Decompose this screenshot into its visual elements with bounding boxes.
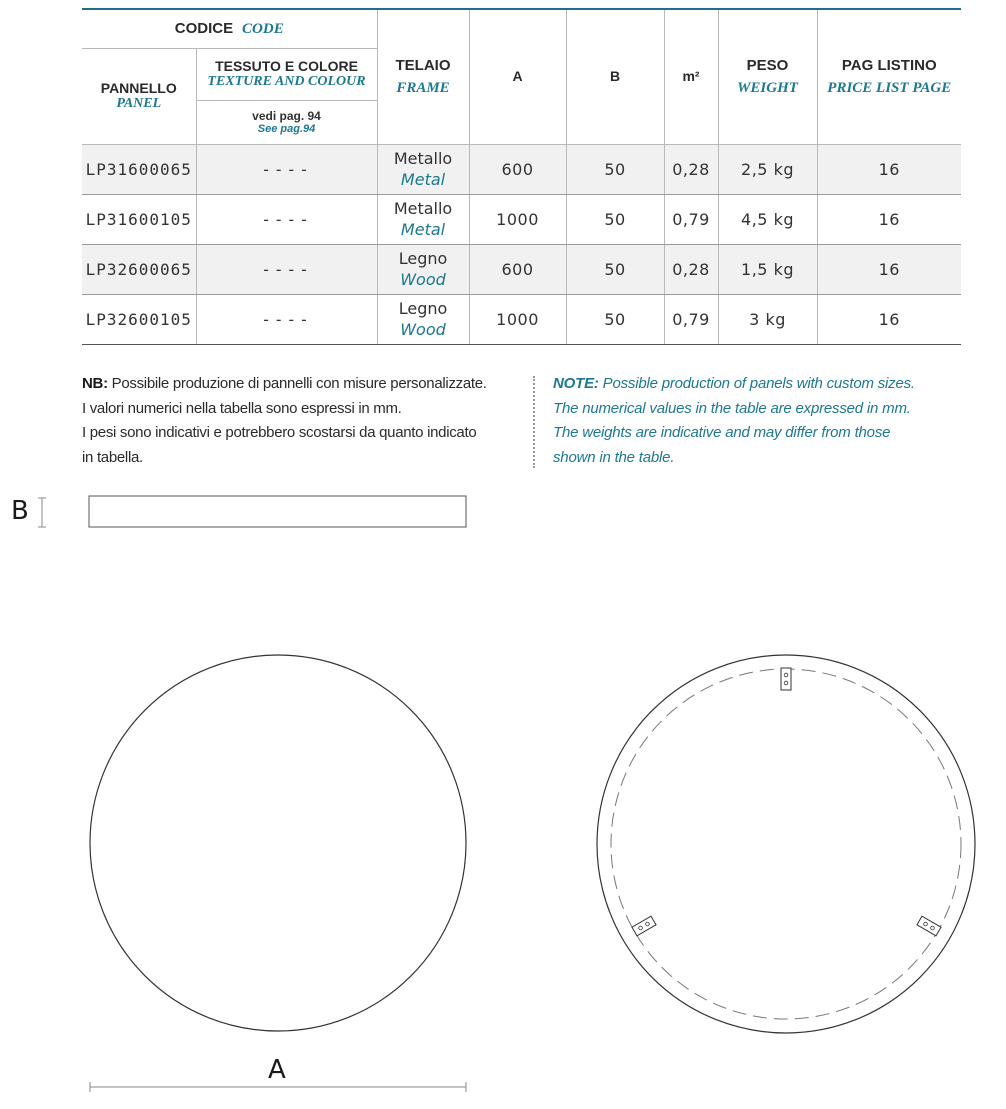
a-cell: 1000 [469,194,566,244]
tessuto-cell: ---- [196,244,377,294]
dimension-b-label: B [11,496,29,526]
m2-label: m² [682,67,700,84]
note-line-2: The numerical values in the table are expressed in mm. [553,399,911,417]
frame-en: Wood [400,270,446,289]
tessuto-cell: ---- [196,294,377,344]
table-row [82,144,961,194]
peso-header [718,9,817,144]
a-header [469,9,566,144]
note-label: NOTE: [553,375,599,392]
nb-line-2: I valori numerici nella tabella sono espressi in mm. [82,399,402,417]
note-text-1: Possible production of panels with custom sizes. [602,375,915,392]
page-cell: 16 [817,144,961,194]
telaio-label: TELAIO [395,56,451,74]
b-cell: 50 [566,194,664,244]
vedi-label: vedi pag. 94 [252,109,321,123]
pannello-header [82,48,196,144]
tessuto-label: TESSUTO E COLORE [215,58,358,74]
note-divider [533,376,535,468]
frame-cell [377,244,469,294]
see-label: See pag.94 [257,123,316,135]
panel-side-view [89,496,466,527]
frame-it: Metallo [393,199,453,218]
b-cell: 50 [566,144,664,194]
a-cell: 600 [469,144,566,194]
english-note [553,372,993,470]
peso-cell: 4,5 kg [718,194,817,244]
frame-it: Metallo [393,149,453,168]
hanging-bracket-top [781,668,791,690]
tessuto-header [196,48,377,100]
listino-label: PAG LISTINO [841,56,937,74]
dimension-a-label: A [268,1055,286,1085]
frame-en: Wood [400,320,446,339]
page-cell: 16 [817,294,961,344]
b-cell: 50 [566,244,664,294]
note-line-1 [553,372,993,397]
a-cell: 600 [469,244,566,294]
note-line-3: The weights are indicative and may differ from those [553,424,891,441]
m2-cell: 0,79 [664,294,718,344]
listino-header [817,9,961,144]
table-row [82,194,961,244]
telaio-header [377,9,469,144]
frame-it: Legno [398,249,448,268]
code-cell: LP32600065 [82,244,196,294]
technical-drawing [0,480,1006,1109]
a-label: A [512,67,523,84]
codice-header [82,9,377,48]
note-line-4: shown in the table. [553,448,675,466]
texture-label: TEXTURE AND COLOUR [207,74,366,89]
page-cell: 16 [817,194,961,244]
code-label: CODE [242,20,284,37]
tessuto-cell: ---- [196,144,377,194]
b-cell: 50 [566,294,664,344]
frame-en: Metal [400,220,446,239]
nb-line-4: in tabella. [82,448,143,466]
nb-line-3: I pesi sono indicativi e potrebbero scostarsi da quanto indicato [82,424,477,441]
peso-cell: 2,5 kg [718,144,817,194]
page-cell: 16 [817,244,961,294]
panel-front-view [90,655,466,1031]
frame-cell [377,144,469,194]
dimension-a-marker [90,1082,466,1092]
code-cell: LP32600105 [82,294,196,344]
b-label: B [609,67,621,84]
code-cell: LP31600065 [82,144,196,194]
panel-back-view [597,655,975,1033]
peso-cell: 1,5 kg [718,244,817,294]
nb-text-1: Possibile produzione di pannelli con misure personalizzate. [111,375,487,392]
hanging-bracket-left [632,916,656,936]
peso-cell: 3 kg [718,294,817,344]
frame-label: FRAME [396,79,450,96]
table-row [82,244,961,294]
code-cell: LP31600105 [82,194,196,244]
nb-line-1 [82,372,532,397]
a-cell: 1000 [469,294,566,344]
frame-cell [377,294,469,344]
frame-it: Legno [398,299,448,318]
italian-note [82,372,532,470]
nb-label: NB: [82,375,108,392]
codice-label: CODICE [174,19,234,37]
weight-label: WEIGHT [737,79,798,96]
peso-label: PESO [746,56,789,74]
hanging-bracket-right [917,916,941,936]
frame-cell [377,194,469,244]
m2-header [664,9,718,144]
vedi-cell [196,100,377,144]
table-row [82,294,961,344]
panel-label: PANEL [116,96,162,111]
m2-cell: 0,28 [664,244,718,294]
b-header [566,9,664,144]
m2-cell: 0,79 [664,194,718,244]
frame-outline [611,669,961,1019]
dimension-b-marker [38,498,46,527]
pricelist-label: PRICE LIST PAGE [827,79,952,96]
pannello-label: PANNELLO [100,80,177,96]
spec-table [82,8,961,345]
m2-cell: 0,28 [664,144,718,194]
tessuto-cell: ---- [196,194,377,244]
frame-en: Metal [400,170,446,189]
